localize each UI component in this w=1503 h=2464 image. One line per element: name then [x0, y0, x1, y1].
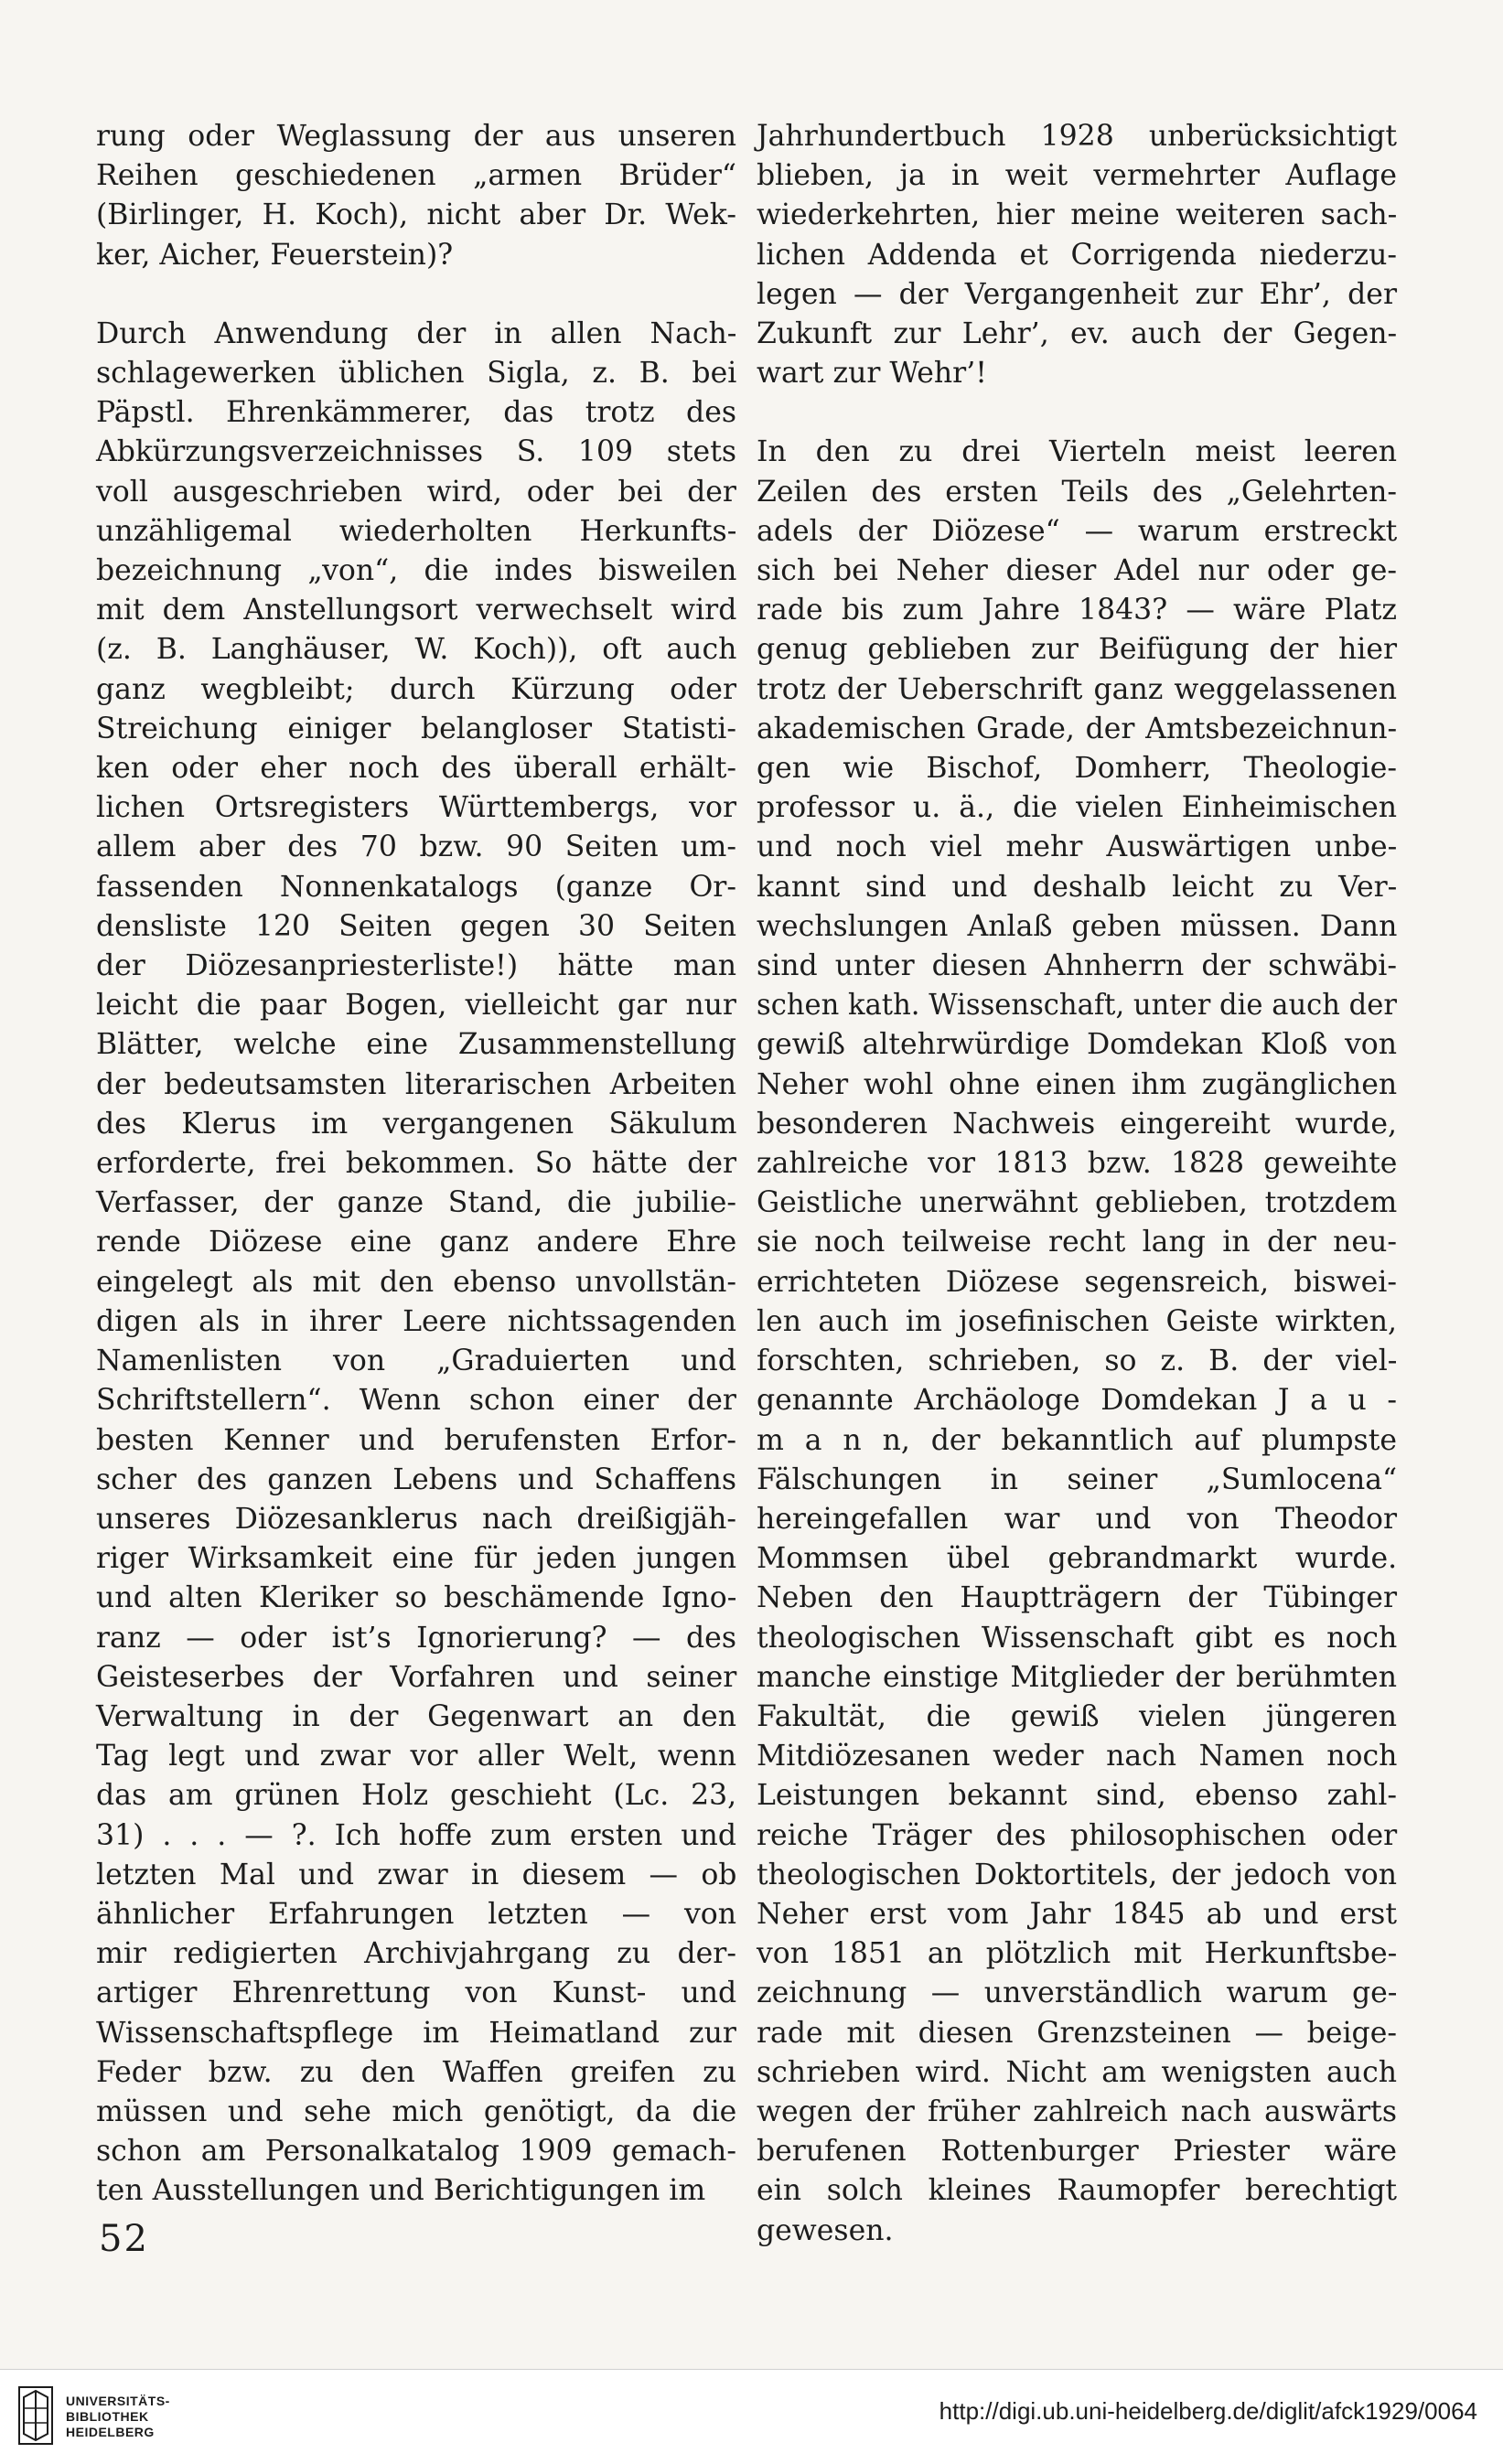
text-line: Mitdiözesanen weder nach Namen noch — [757, 1740, 1398, 1773]
text-line: letzten Mal und zwar in diesem — ob — [96, 1858, 737, 1891]
text-line: Verfasser, der ganze Stand, die jubilie- — [96, 1186, 737, 1220]
text-line: errichteten Diözese segensreich, biswei- — [757, 1265, 1397, 1299]
library-logo[interactable] — [18, 2386, 178, 2452]
text-line: hereingefallen war und von Theodor — [757, 1502, 1398, 1536]
text-line: manche einstige Mitglieder der berühmten — [757, 1660, 1397, 1694]
text-line: blieben, ja in weit vermehrter Auflage — [757, 159, 1397, 193]
text-line: kannt sind und deshalb leicht zu Ver- — [757, 870, 1398, 904]
text-line: In den zu drei Vierteln meist leeren — [757, 435, 1398, 469]
text-line: berufenen Rottenburger Priester wäre — [757, 2135, 1397, 2169]
text-line: das am grünen Holz geschieht (Lc. 23, — [96, 1779, 737, 1813]
text-line: Zukunft zur Lehr’, ev. auch der Gegen- — [757, 317, 1398, 351]
text-line: der Diözesanpriesterliste!) hätte man — [96, 949, 736, 983]
text-line: sind unter diesen Ahnherrn der schwäbi- — [757, 949, 1397, 983]
text-line: besonderen Nachweis eingereiht wurde, — [757, 1107, 1397, 1141]
text-line: genug geblieben zur Beifügung der hier — [757, 633, 1398, 667]
text-line: Geisteserbes der Vorfahren und seiner — [96, 1660, 737, 1694]
text-line: ganz wegbleibt; durch Kürzung oder — [96, 672, 736, 706]
text-line: Leistungen bekannt sind, ebenso zahl- — [757, 1779, 1398, 1813]
text-line: len auch im josefinischen Geiste wirkten, — [757, 1304, 1398, 1338]
text-line: erforderte, frei bekommen. So hätte der — [96, 1147, 737, 1181]
text-line: zeichnung — unverständlich warum ge- — [757, 1977, 1398, 2010]
text-line: adels der Diözese“ — warum erstreckt — [757, 514, 1398, 548]
text-line: von 1851 an plötzlich mit Herkunftsbe- — [757, 1937, 1398, 1971]
text-line: bezeichnung „von“, die indes bisweilen — [96, 554, 737, 588]
text-line: allem aber des 70 bzw. 90 Seiten um- — [96, 830, 736, 864]
text-line: ähnlicher Erfahrungen letzten — von — [96, 1897, 736, 1931]
text-line: m a n n, der bekanntlich auf plumpste — [757, 1423, 1397, 1457]
text-line: Neben den Hauptträgern der Tübinger — [757, 1581, 1398, 1615]
text-line: ker, Aicher, Feuerstein)? — [96, 238, 454, 272]
paragraph-gap — [757, 393, 1397, 433]
text-line: Schriftstellern“. Wenn schon einer der — [96, 1384, 736, 1418]
logo-line: UNIVERSITÄTS- — [66, 2394, 170, 2408]
text-line: Fakultät, die gewiß vielen jüngeren — [757, 1699, 1397, 1733]
text-line: unzähligemal wiederholten Herkunfts- — [96, 514, 737, 548]
text-line: 31) . . . — ?. Ich hoffe zum ersten und — [96, 1818, 736, 1852]
source-url-link[interactable]: http://digi.ub.uni-heidelberg.de/diglit/afck1929/0064 — [939, 2397, 1477, 2425]
text-line: ein solch kleines Raumopfer berechtigt — [757, 2174, 1398, 2208]
text-line: leicht die paar Bogen, vielleicht gar nur — [96, 989, 736, 1023]
text-line: ten Ausstellungen und Berichtigungen im — [96, 2174, 706, 2208]
text-line: voll ausgeschrieben wird, oder bei der — [96, 475, 736, 509]
paragraph — [757, 117, 1397, 393]
text-line: fassenden Nonnenkatalogs (ganze Or- — [96, 870, 736, 904]
text-line: densliste 120 Seiten gegen 30 Seiten — [96, 909, 736, 943]
paragraph — [757, 433, 1397, 2250]
text-line: scher des ganzen Lebens und Schaffens — [96, 1462, 736, 1496]
text-line: rung oder Weglassung der aus unseren — [96, 120, 736, 153]
text-line: wechslungen Anlaß geben müssen. Dann — [757, 909, 1398, 943]
text-line: Geistliche unerwähnt geblieben, trotzdem — [757, 1186, 1398, 1220]
text-line: schrieben wird. Nicht am wenigsten auch — [757, 2055, 1398, 2089]
text-line: Reihen geschiedenen „armen Brüder“ — [96, 159, 736, 193]
text-line: gen wie Bischof, Domherr, Theologie- — [757, 752, 1397, 786]
text-line: Neher wohl ohne einen ihm zugänglichen — [757, 1067, 1398, 1101]
text-line: Feder bzw. zu den Waffen greifen zu — [96, 2055, 736, 2089]
text-line: Mommsen übel gebrandmarkt wurde. — [757, 1542, 1398, 1576]
text-line: (z. B. Langhäuser, W. Koch)), oft auch — [96, 633, 737, 667]
text-line: gewesen. — [757, 2213, 894, 2247]
text-line: (Birlinger, H. Koch), nicht aber Dr. Wek- — [96, 198, 736, 232]
text-line: eingelegt als mit den ebenso unvollstän- — [96, 1265, 737, 1299]
text-line: reiche Träger des philosophischen oder — [757, 1818, 1398, 1852]
text-line: unseres Diözesanklerus nach dreißigjäh- — [96, 1502, 737, 1536]
paragraph — [96, 117, 736, 275]
text-line: trotz der Ueberschrift ganz weggelassenen — [757, 672, 1397, 706]
text-line: Abkürzungsverzeichnisses S. 109 stets — [96, 435, 737, 469]
text-line: Durch Anwendung der in allen Nach- — [96, 316, 737, 350]
text-line: Zeilen des ersten Teils des „Gelehrten- — [757, 475, 1398, 509]
text-line: sich bei Neher dieser Adel nur oder ge- — [757, 554, 1397, 588]
text-line: Streichung einiger belangloser Statisti- — [96, 712, 736, 745]
text-line: theologischen Wissenschaft gibt es noch — [757, 1621, 1398, 1655]
text-line: Tag legt und zwar vor aller Welt, wenn — [96, 1740, 737, 1773]
text-line: ken oder eher noch des überall erhält- — [96, 752, 736, 786]
text-line: Neher erst vom Jahr 1845 ab und erst — [757, 1897, 1397, 1931]
text-line: genannte Archäologe Domdekan J a u - — [757, 1384, 1397, 1418]
text-line: rade bis zum Jahre 1843? — wäre Platz — [757, 594, 1397, 627]
text-line: theologischen Doktortitels, der jedoch von — [757, 1858, 1397, 1891]
text-line: wiederkehrten, hier meine weiteren sach- — [757, 198, 1398, 232]
text-line: schlagewerken üblichen Sigla, z. B. bei — [96, 357, 737, 391]
text-line: mir redigierten Archivjahrgang zu der- — [96, 1937, 736, 1971]
paragraph-gap — [96, 275, 736, 315]
text-line: zahlreiche vor 1813 bzw. 1828 geweihte — [757, 1147, 1398, 1181]
footer-bar — [0, 2369, 1503, 2464]
page-number: 52 — [99, 2218, 149, 2260]
text-line: sie noch teilweise recht lang in der neu- — [757, 1226, 1397, 1259]
library-emblem-icon — [18, 2386, 53, 2445]
text-line: und alten Kleriker so beschämende Igno- — [96, 1581, 737, 1615]
left-text-column — [96, 117, 736, 2212]
text-line: schen kath. Wissenschaft, unter die auch der — [757, 989, 1397, 1023]
text-line: forschten, schrieben, so z. B. der viel- — [757, 1344, 1398, 1378]
paragraph — [96, 315, 736, 2212]
text-line: Verwaltung in der Gegenwart an den — [96, 1699, 736, 1733]
text-line: Namenlisten von „Graduierten und — [96, 1344, 737, 1378]
text-line: Blätter, welche eine Zusammenstellung — [96, 1028, 736, 1062]
text-line: rende Diözese eine ganz andere Ehre — [96, 1226, 737, 1259]
text-line: und noch viel mehr Auswärtigen unbe- — [757, 830, 1398, 864]
text-line: Fälschungen in seiner „Sumlocena“ — [757, 1462, 1398, 1496]
text-line: Jahrhundertbuch 1928 unberücksichtigt — [757, 120, 1397, 153]
text-line: lichen Ortsregisters Württembergs, vor — [96, 791, 736, 825]
text-line: Päpstl. Ehrenkämmerer, das trotz des — [96, 396, 736, 430]
text-line: ranz — oder ist’s Ignorierung? — des — [96, 1621, 736, 1655]
text-line: digen als in ihrer Leere nichtssagenden — [96, 1304, 737, 1338]
text-line: wegen der früher zahlreich nach auswärts — [757, 2094, 1397, 2128]
text-line: akademischen Grade, der Amtsbezeichnun- — [757, 712, 1398, 745]
text-line: gewiß altehrwürdige Domdekan Kloß von — [757, 1028, 1397, 1062]
text-line: legen — der Vergangenheit zur Ehr’, der — [757, 277, 1397, 311]
text-line: des Klerus im vergangenen Säkulum — [96, 1107, 737, 1141]
text-line: artiger Ehrenrettung von Kunst- und — [96, 1977, 737, 2010]
text-line: wart zur Wehr’! — [757, 357, 987, 391]
text-line: rade mit diesen Grenzsteinen — beige- — [757, 2016, 1397, 2050]
logo-line: HEIDELBERG — [66, 2425, 155, 2439]
text-line: mit dem Anstellungsort verwechselt wird — [96, 594, 737, 627]
text-line: besten Kenner und berufensten Erfor- — [96, 1423, 736, 1457]
text-line: der bedeutsamsten literarischen Arbeiten — [96, 1067, 736, 1101]
text-line: professor u. ä., die vielen Einheimischen — [757, 791, 1397, 825]
library-logo-text — [66, 2394, 170, 2440]
logo-line: BIBLIOTHEK — [66, 2409, 149, 2424]
text-line: schon am Personalkatalog 1909 gemach- — [96, 2135, 736, 2169]
text-line: lichen Addenda et Corrigenda niederzu- — [757, 238, 1397, 272]
text-line: müssen und sehe mich genötigt, da die — [96, 2094, 737, 2128]
text-line: riger Wirksamkeit eine für jeden jungen — [96, 1542, 736, 1576]
text-line: Wissenschaftspflege im Heimatland zur — [96, 2016, 736, 2050]
right-text-column — [757, 117, 1397, 2251]
